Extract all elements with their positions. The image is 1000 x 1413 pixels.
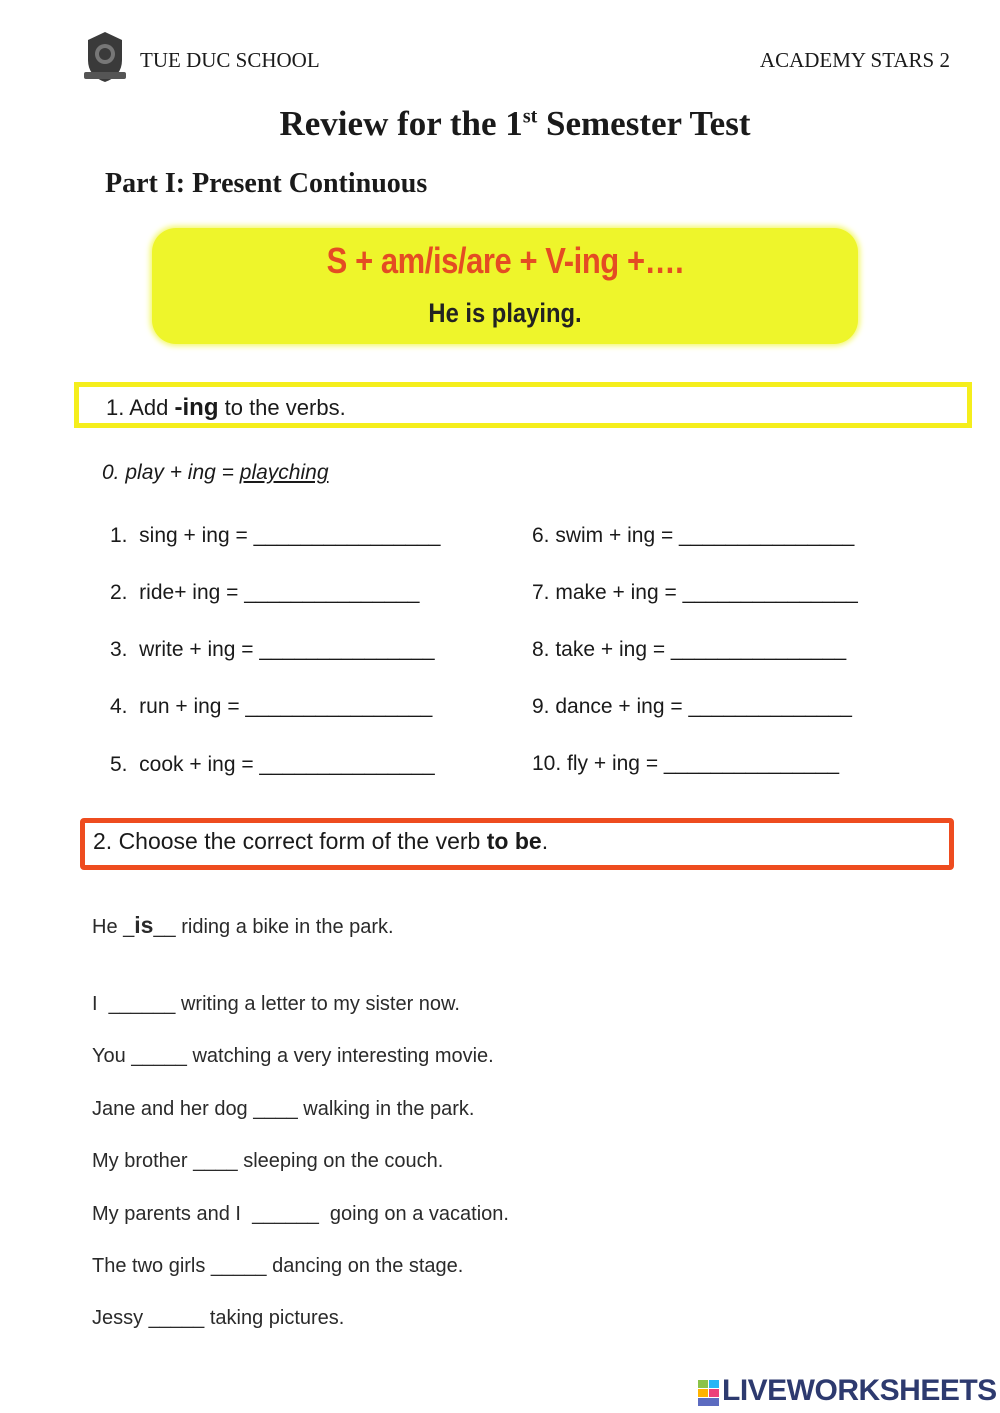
- school-crest-icon: [82, 30, 128, 84]
- section2-example: He _is__ riding a bike in the park.: [92, 912, 394, 938]
- exercise-item[interactable]: 9. dance + ing = ______________: [532, 695, 852, 718]
- example-answer: is: [134, 912, 154, 938]
- section2-instruction: 2. Choose the correct form of the verb to be.: [93, 828, 549, 854]
- example-answer: playching: [239, 461, 329, 484]
- exercise-item[interactable]: 4. run + ing = ________________: [110, 695, 433, 718]
- fill-sentence[interactable]: You _____ watching a very interesting movie.: [92, 1045, 494, 1067]
- section1-example: 0. play + ing = playching: [102, 461, 329, 484]
- section1-instruction: 1. Add -ing to the verbs.: [106, 394, 346, 421]
- exercise-item[interactable]: 5. cook + ing = _______________: [110, 753, 435, 776]
- exercise-item[interactable]: 6. swim + ing = _______________: [532, 524, 855, 547]
- formula-structure: S + am/is/are + V-ing +….: [326, 240, 684, 281]
- brand-wordmark[interactable]: LIVEWORKSHEETS: [722, 1374, 997, 1407]
- exercise-item[interactable]: 8. take + ing = _______________: [532, 638, 847, 661]
- formula-example: He is playing.: [428, 298, 582, 328]
- fill-sentence[interactable]: My brother ____ sleeping on the couch.: [92, 1150, 444, 1172]
- fill-sentence[interactable]: My parents and I ______ going on a vacation.: [92, 1203, 509, 1225]
- page-title: Review for the 1st Semester Test: [279, 104, 751, 143]
- part-heading: Part I: Present Continuous: [105, 168, 428, 199]
- fill-sentence[interactable]: Jane and her dog ____ walking in the park.: [92, 1098, 475, 1120]
- book-series: ACADEMY STARS 2: [759, 48, 950, 72]
- exercise-item[interactable]: 2. ride+ ing = _______________: [110, 581, 420, 604]
- liveworksheets-logo-icon: [698, 1380, 720, 1406]
- fill-sentence[interactable]: The two girls _____ dancing on the stage.: [92, 1255, 464, 1277]
- exercise-item[interactable]: 7. make + ing = _______________: [532, 581, 858, 604]
- fill-sentence[interactable]: I ______ writing a letter to my sister now.: [92, 993, 460, 1015]
- fill-sentence[interactable]: Jessy _____ taking pictures.: [92, 1307, 345, 1329]
- school-name: TUE DUC SCHOOL: [140, 48, 320, 72]
- exercise-item[interactable]: 10. fly + ing = _______________: [532, 752, 840, 775]
- exercise-item[interactable]: 1. sing + ing = ________________: [110, 524, 441, 547]
- exercise-item[interactable]: 3. write + ing = _______________: [110, 638, 435, 661]
